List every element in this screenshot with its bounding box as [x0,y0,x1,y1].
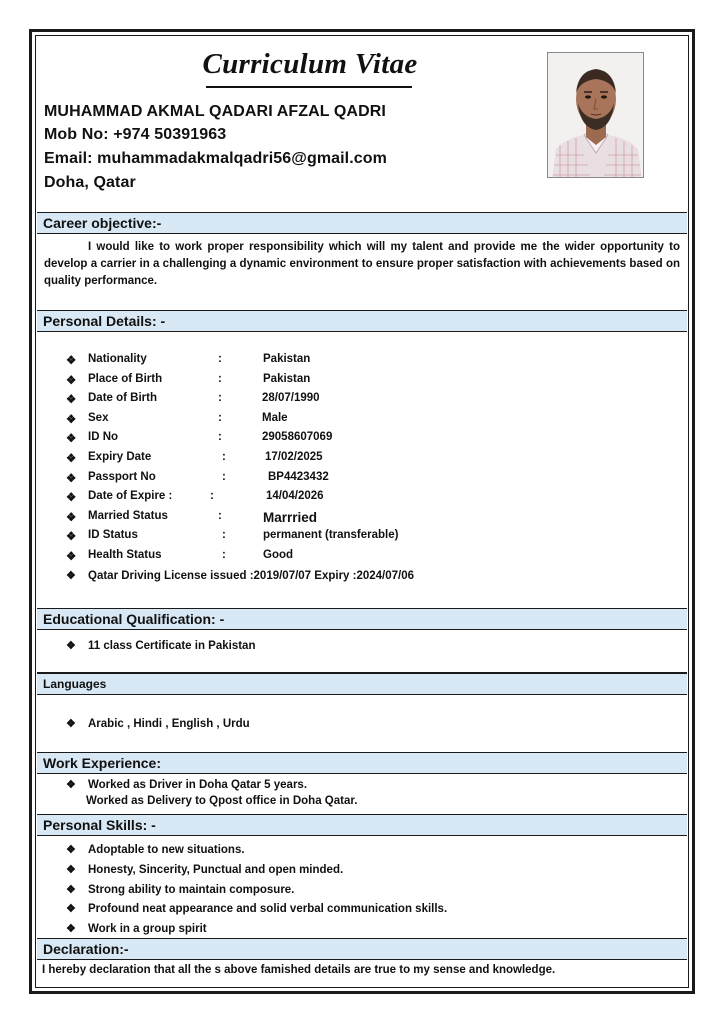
driving-license-text: Qatar Driving License issued :2019/07/07 Expiry :2024/07/06 [88,570,415,582]
detail-colon: : [222,549,226,561]
detail-bullet-icon: ❖ [66,413,77,426]
detail-bullet-icon: ❖ [66,355,77,367]
skill-text: Strong ability to maintain composure. [88,883,295,896]
bullet-icon: ❖ [66,779,76,791]
section-work-experience: Work Experience: [37,752,687,774]
detail-label: Sex [88,411,109,424]
bullet-icon: ❖ [66,863,76,876]
candidate-name: MUHAMMAD AKMAL QADARI AFZAL QADRI [44,103,386,120]
email-address: Email: muhammadakmalqadri56@gmail.com [44,150,387,167]
bullet-icon: ❖ [66,883,76,896]
skill-text: Honesty, Sincerity, Punctual and open minded. [88,863,344,876]
bullet-icon: ❖ [66,640,76,652]
skill-item [66,902,447,915]
detail-value: Pakistan [263,372,311,385]
section-personal-details: Personal Details: - [37,310,687,332]
driving-license-item [66,569,414,582]
detail-colon: : [218,392,222,405]
detail-label: Date of Birth [88,392,157,405]
work-line-2: Worked as Delivery to Qpost office in Doha Qatar. [86,795,358,807]
section-career-objective: Career objective:- [37,212,687,234]
detail-label: Expiry Date [88,451,152,463]
detail-value: BP4423432 [268,470,329,483]
declaration-text: I hereby declaration that all the s above famished details are true to my sense and knowledge. [42,964,556,976]
detail-value: 29058607069 [262,431,333,444]
skill-text: Work in a group spirit [88,923,207,936]
mobile-number: Mob No: +974 50391963 [44,126,227,143]
detail-colon: : [218,411,222,424]
detail-label: Married Status [88,509,168,522]
section-languages: Languages [37,673,687,695]
skill-item [66,883,294,896]
detail-label: ID No [88,431,119,444]
section-personal-skills: Personal Skills: - [37,814,687,836]
languages-item [66,717,250,730]
detail-value: Pakistan [263,353,311,365]
title-underline [206,86,412,88]
work-line-1: Worked as Driver in Doha Qatar 5 years. [88,779,308,791]
skill-item [66,863,343,876]
career-objective-text: I would like to work proper responsibility which will my talent and provide me the wider opportunity to develop a carrier in a challenging a dynamic environment to ensure proper satisfaction with achievements based on quality performance. [44,241,680,287]
detail-colon: : [210,490,214,503]
bullet-icon: ❖ [66,718,76,730]
detail-bullet-icon: ❖ [66,531,77,544]
detail-bullet-icon: ❖ [66,492,77,505]
detail-value: Male [262,411,288,424]
detail-value: Marrried [263,509,318,525]
detail-value: 14/04/2026 [266,490,324,503]
bullet-icon: ❖ [66,903,76,916]
detail-colon: : [218,509,222,522]
detail-colon: : [222,470,226,483]
section-education: Educational Qualification: - [37,608,687,630]
bullet-icon: ❖ [66,844,76,856]
education-item [66,639,255,652]
detail-bullet-icon: ❖ [66,472,77,485]
detail-value: 17/02/2025 [265,451,323,463]
portrait-image [548,53,644,178]
location: Doha, Qatar [44,174,136,191]
detail-label: Health Status [88,549,162,561]
bullet-icon: ❖ [66,570,76,582]
detail-label: ID Status [88,529,138,542]
detail-colon: : [222,529,226,542]
detail-label: Date of Expire : [88,490,173,503]
detail-bullet-icon: ❖ [66,394,77,407]
detail-bullet-icon: ❖ [66,433,77,446]
bullet-icon: ❖ [66,923,76,936]
skill-text: Adoptable to new situations. [88,844,245,856]
document-title: Curriculum Vitae [202,48,418,80]
languages-text: Arabic , Hindi , English , Urdu [88,718,250,730]
detail-colon: : [222,451,226,463]
section-declaration: Declaration:- [37,938,687,960]
skill-text: Profound neat appearance and solid verbal communication skills. [88,903,448,916]
detail-colon: : [218,431,222,444]
detail-value: Good [263,549,294,561]
detail-label: Nationality [88,353,147,365]
detail-value: permanent (transferable) [263,529,399,542]
profile-photo [547,52,644,178]
detail-bullet-icon: ❖ [66,551,77,563]
detail-colon: : [218,353,222,365]
detail-label: Place of Birth [88,372,163,385]
detail-bullet-icon: ❖ [66,453,77,465]
detail-colon: : [218,372,222,385]
skill-item [66,922,207,935]
detail-bullet-icon: ❖ [66,374,77,387]
work-item [66,778,307,791]
detail-label: Passport No [88,470,156,483]
detail-bullet-icon: ❖ [66,511,77,524]
education-item-text: 11 class Certificate in Pakistan [88,640,256,652]
skill-item [66,843,245,856]
detail-value: 28/07/1990 [262,392,320,405]
